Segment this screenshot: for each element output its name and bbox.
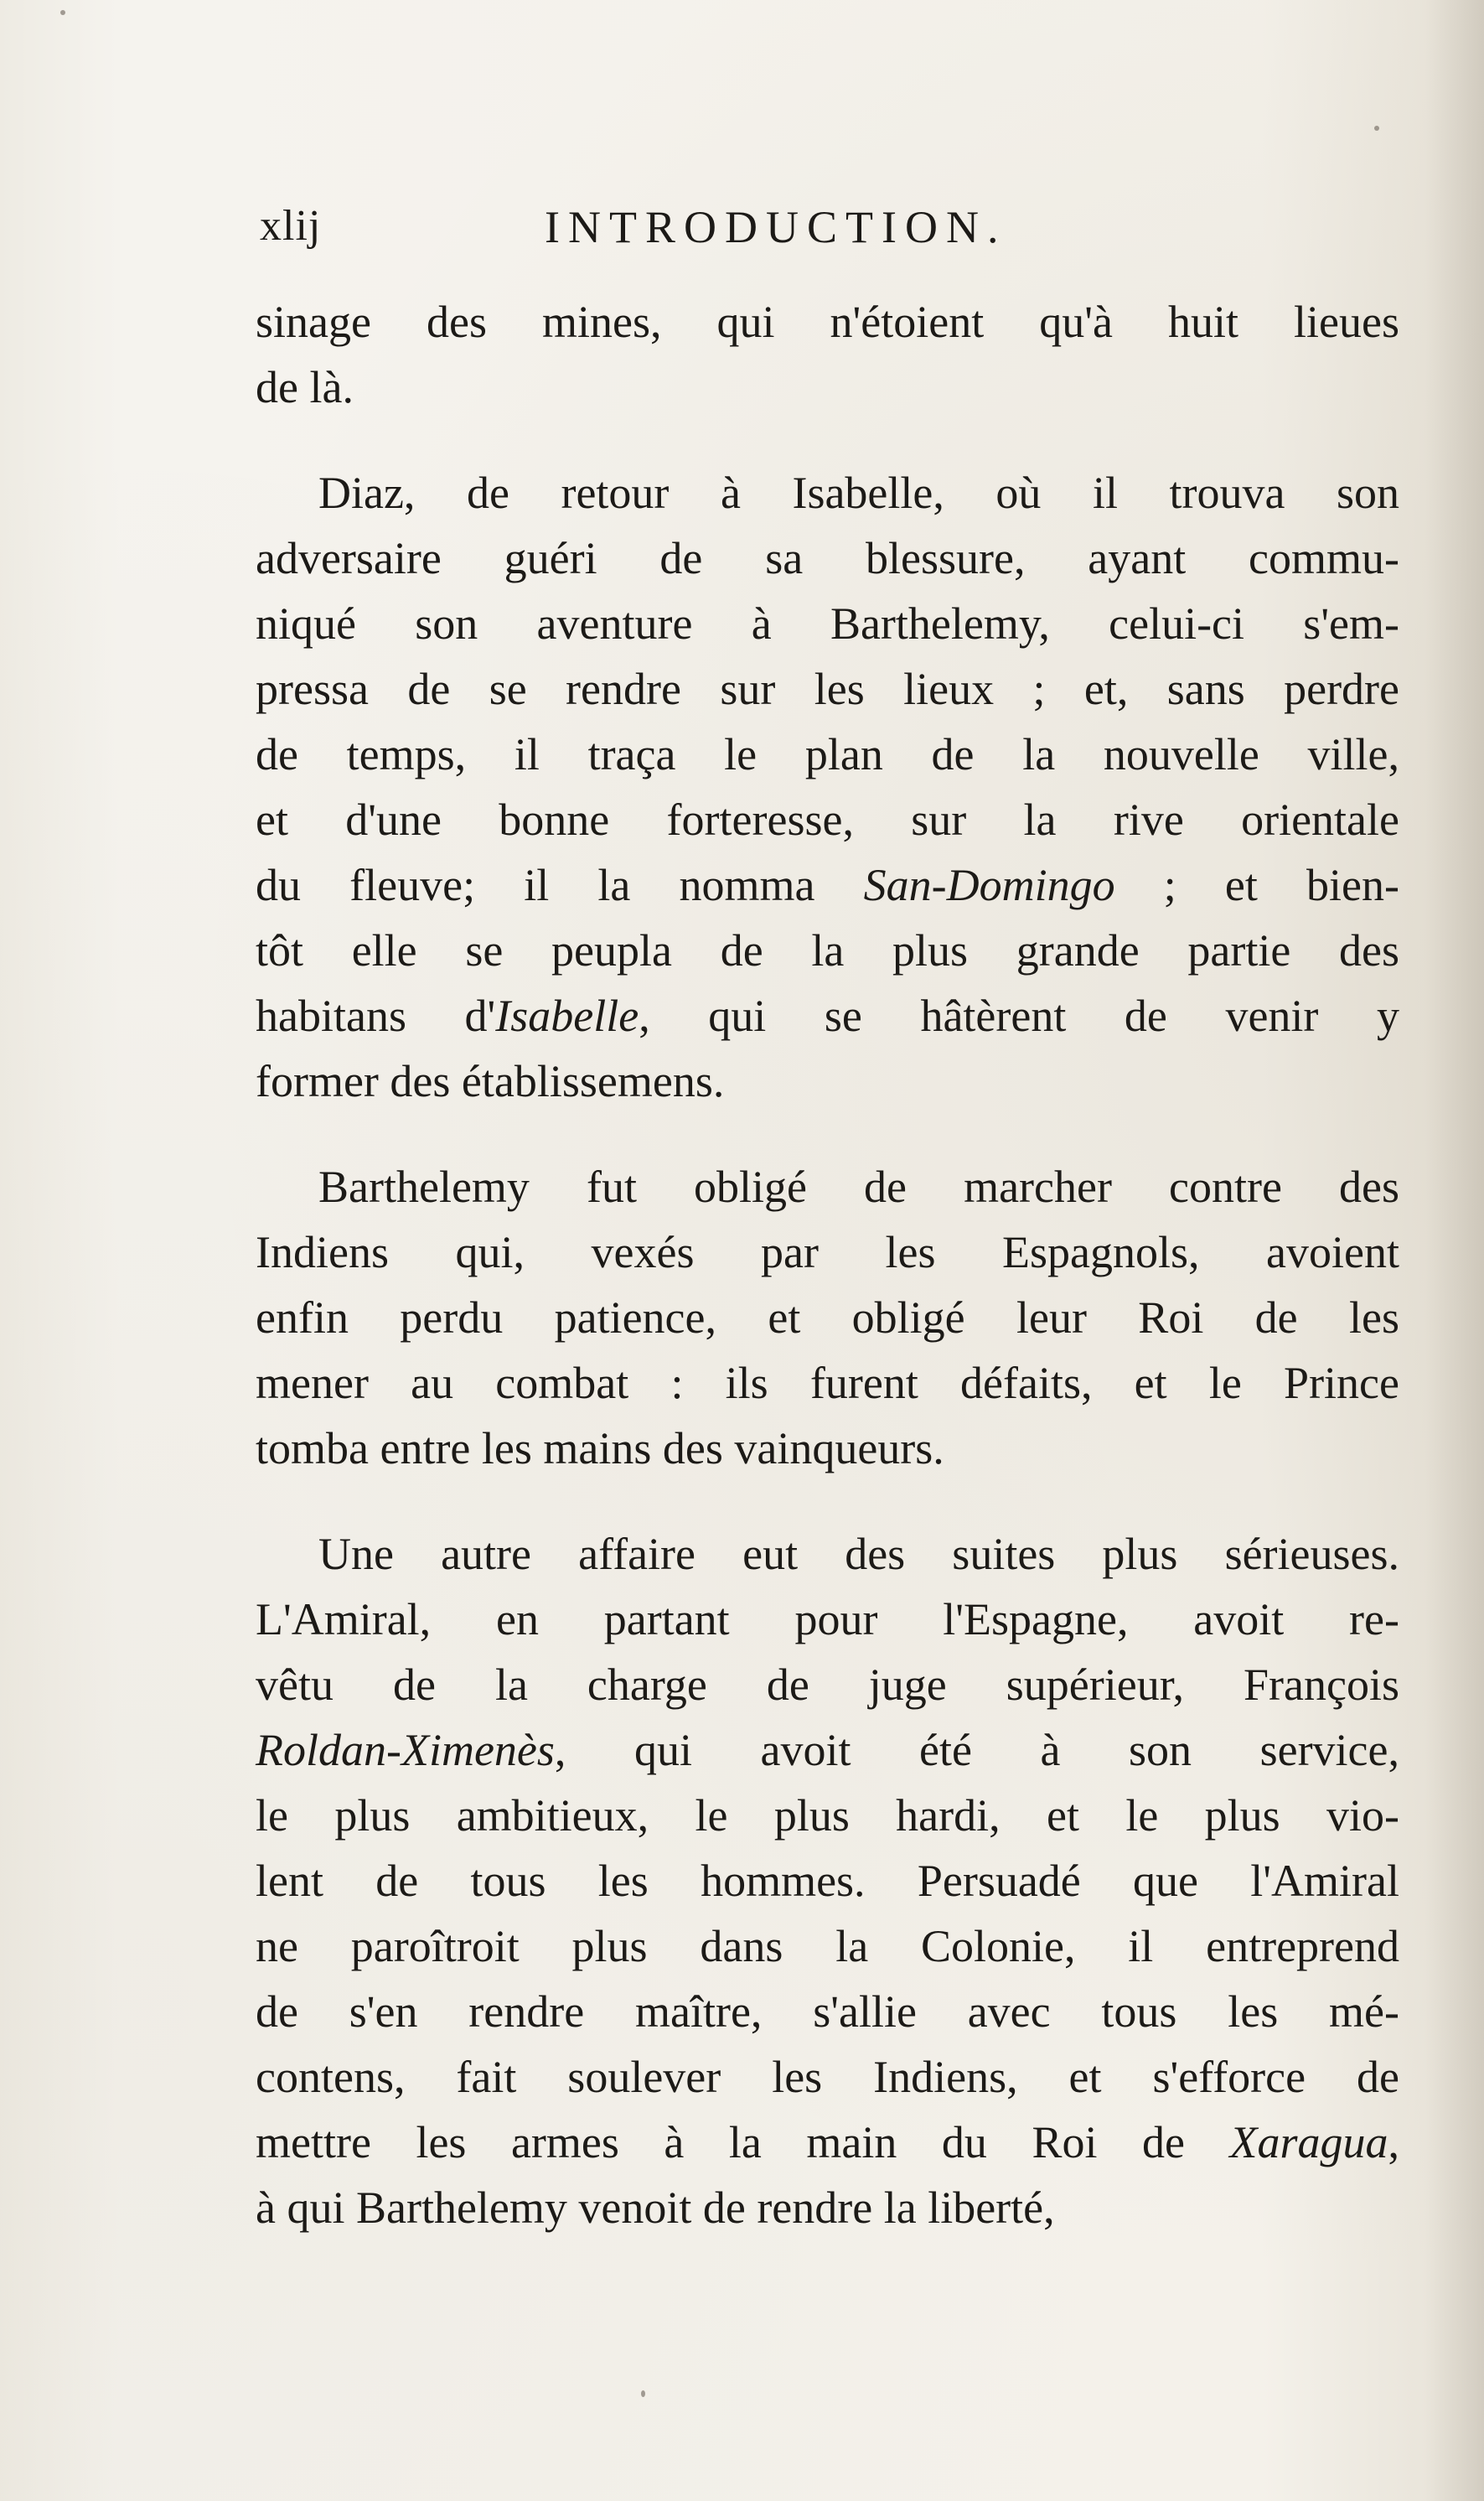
text-line: le plus ambitieux, le plus hardi, et le plus vio-	[256, 1790, 1399, 1841]
paper-speck	[641, 2390, 645, 2397]
paper-speck	[60, 10, 65, 15]
text-line: Diaz, de retour à Isabelle, où il trouva son	[318, 468, 1399, 518]
paper-speck	[1374, 126, 1379, 131]
page-number: xlij	[260, 202, 322, 250]
italic-name: Isabelle	[495, 991, 639, 1041]
text-line: et d'une bonne forteresse, sur la rive orientale	[256, 795, 1399, 845]
text-line: de temps, il traça le plan de la nouvelle ville,	[256, 729, 1399, 779]
text-line: contens, fait soulever les Indiens, et s'efforce de	[256, 2052, 1399, 2102]
italic-name: Roldan-Ximenès	[256, 1725, 555, 1775]
text-line: enfin perdu patience, et obligé leur Roi de les	[256, 1292, 1399, 1343]
text-segment: , qui avoit été à son service,	[554, 1725, 1399, 1775]
running-title: INTRODUCTION.	[545, 202, 1007, 252]
text-line: lent de tous les hommes. Persuadé que l'Amiral	[256, 1856, 1399, 1906]
text-segment: ,	[1388, 2117, 1399, 2167]
text-line	[256, 983, 1399, 1049]
text-line: vêtu de la charge de juge supérieur, François	[256, 1660, 1399, 1710]
text-line: de s'en rendre maître, s'allie avec tous les mé-	[256, 1986, 1399, 2037]
text-line: L'Amiral, en partant pour l'Espagne, avoit re-	[256, 1594, 1399, 1644]
text-segment: du fleuve; il la nomma	[256, 860, 864, 910]
text-line: Barthelemy fut obligé de marcher contre des	[318, 1162, 1399, 1212]
text-line	[256, 852, 1399, 918]
text-segment: ; et bien-	[1114, 860, 1400, 910]
running-head	[260, 201, 1156, 268]
text-line: de là.	[256, 362, 354, 412]
text-line: adversaire guéri de sa blessure, ayant commu-	[256, 533, 1399, 583]
text-segment: habitans d'	[256, 991, 496, 1041]
text-line: Une autre affaire eut des suites plus sérieuses.	[318, 1529, 1399, 1579]
text-line: former des établissemens.	[256, 1056, 725, 1106]
text-segment: , qui se hâtèrent de venir y	[639, 991, 1399, 1041]
text-line: tomba entre les mains des vainqueurs.	[256, 1423, 944, 1473]
page-edge-shadow	[1425, 0, 1484, 2501]
text-line: sinage des mines, qui n'étoient qu'à huit lieues	[256, 297, 1399, 347]
text-line: pressa de se rendre sur les lieux ; et, sans perdre	[256, 664, 1399, 714]
paragraph-gap	[256, 420, 1399, 460]
text-segment: mettre les armes à la main du Roi de	[256, 2117, 1230, 2167]
text-line: à qui Barthelemy venoit de rendre la liberté,	[256, 2183, 1055, 2233]
italic-name: Xaragua	[1229, 2117, 1388, 2167]
text-line: ne paroîtroit plus dans la Colonie, il entreprend	[256, 1921, 1399, 1971]
text-line: niqué son aventure à Barthelemy, celui-ci s'em-	[256, 598, 1399, 649]
text-line	[256, 1717, 1399, 1783]
paragraph-gap	[256, 1481, 1399, 1521]
body-text	[256, 289, 1399, 2240]
text-line	[256, 2110, 1399, 2175]
italic-name: San-Domingo	[863, 860, 1115, 910]
text-line: mener au combat : ils furent défaits, et le Prince	[256, 1358, 1399, 1408]
text-line: Indiens qui, vexés par les Espagnols, avoient	[256, 1227, 1399, 1277]
paragraph-gap	[256, 1114, 1399, 1154]
text-line: tôt elle se peupla de la plus grande partie des	[256, 925, 1399, 976]
